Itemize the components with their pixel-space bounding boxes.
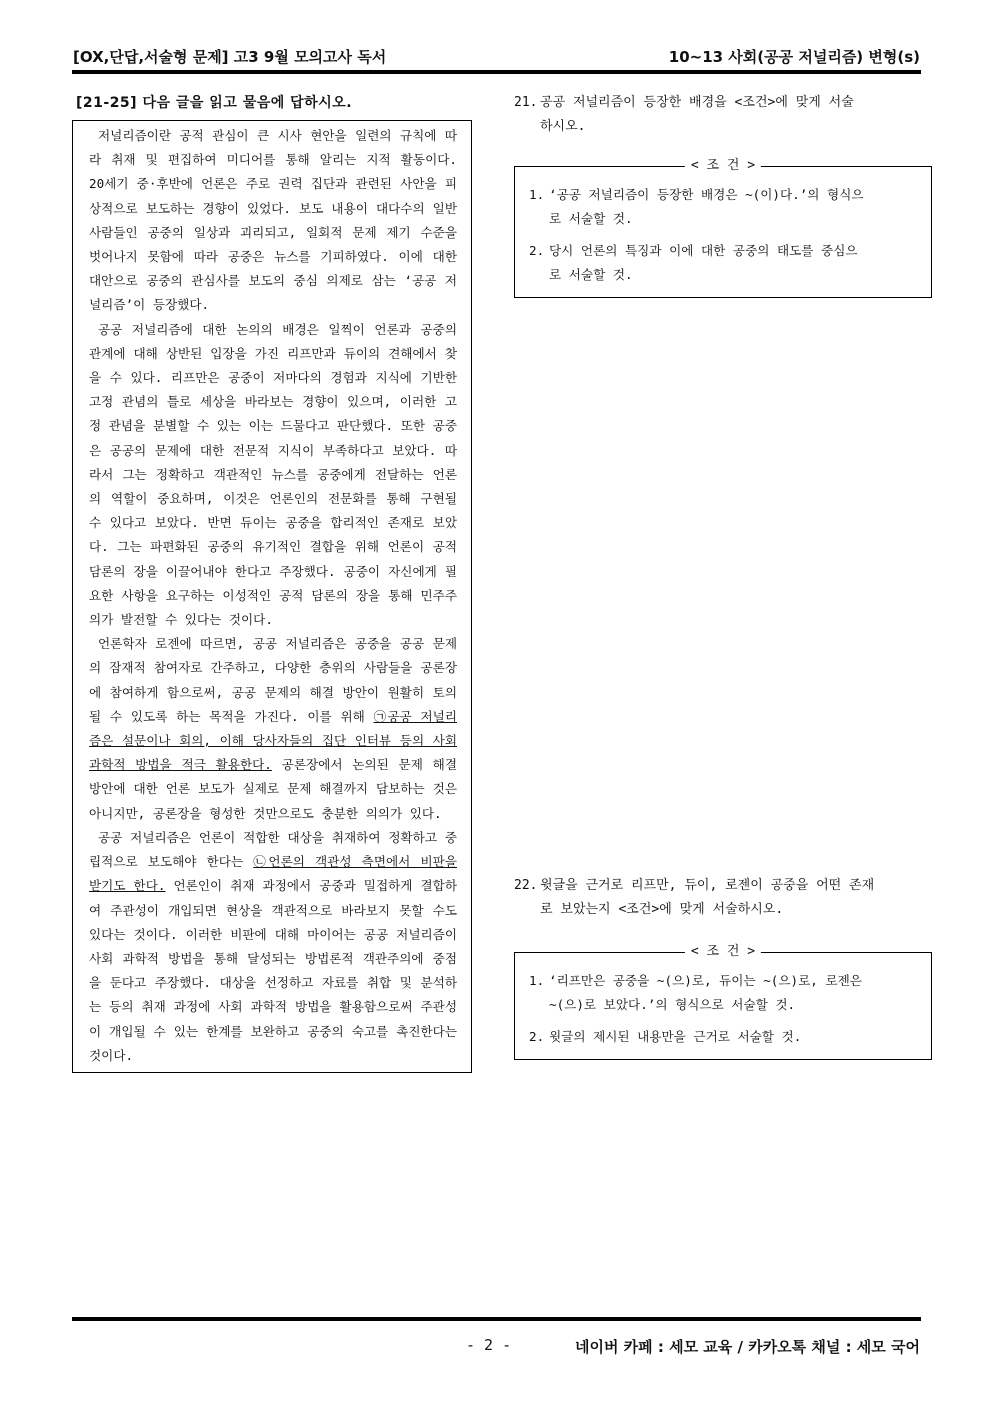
condition-text-cont: 로 서술할 것. — [549, 267, 633, 282]
paragraph-1: 저널리즘이란 공적 관심이 큰 시사 현안을 일련의 규칙에 따라 취재 및 편집하여 미디어를 통해 알리는 지적 활동이다. 20세기 중·후반에 언론은 주로 권력 집단과 관련된 사안을 피상적으로 보도하는 경향이 있었다. 보도 내용이 대다수의 일반 사람들인 공중의 일상과 괴리되고, 일회적 문제 제기 수준을 벗어나지 못함에 따라 공중은 뉴스를 기피하였다. 이에 대한 대안으로 공중의 관심사를 보도의 중심 의제로 삼는 ‘공공 저널리즘’이 등장했다. — [89, 128, 457, 313]
condition-text-cont: ~(으)로 보았다.’의 형식으로 서술할 것. — [549, 997, 796, 1012]
condition-number: 2. — [529, 1029, 545, 1044]
page-number: - 2 - — [466, 1336, 512, 1354]
question-21-prompt — [514, 91, 932, 139]
condition-item — [529, 1025, 919, 1049]
left-column — [72, 92, 476, 1073]
condition-title: < 조 건 > — [685, 943, 761, 961]
question-22-prompt — [514, 874, 932, 922]
underlined-sentence-b: ㉡언론의 객관성 측면에서 비판을 받기도 한다. — [89, 854, 457, 894]
header-title: [OX,단답,서술형 문제] 고3 9월 모의고사 독서 — [73, 48, 387, 66]
footer-rule — [72, 1317, 921, 1321]
condition-number: 1. — [529, 187, 545, 202]
condition-text: 윗글의 제시된 내용만을 근거로 서술할 것. — [549, 1029, 802, 1044]
underlined-sentence-a: ㉠공공 저널리즘은 설문이나 회의, 이해 당사자들의 집단 인터뷰 등의 사회 과학적 방법을 적극 활용한다. — [89, 708, 457, 773]
question-number: 21. — [514, 95, 538, 110]
condition-item — [529, 239, 919, 287]
question-text-line-2: 하시오. — [540, 119, 586, 134]
condition-box — [514, 944, 932, 1060]
question-text-line-1: 윗글을 근거로 리프만, 듀이, 로젠이 공중을 어떤 존재 — [540, 878, 875, 893]
condition-item — [529, 969, 919, 1017]
question-21 — [514, 91, 932, 298]
paragraph-3-end: 공론장에서 논의된 문제 해결 방안에 대한 언론 보도가 실제로 문제 해결까지 담보하는 것은 아니지만, 공론장을 형성한 것만으로도 충분한 의의가 있다. — [89, 757, 457, 821]
paragraph-4-start: 공공 저널리즘은 언론이 적합한 대상을 취재하여 정확하고 중립적으로 보도해야 한다는 — [89, 829, 457, 870]
paragraph-3-start: 언론학자 로젠에 따르면, 공공 저널리즘은 공중을 공공 문제의 잠재적 참여자로 간주하고, 다양한 층위의 사람들을 공론장에 참여하게 함으로써, 공공 문제의 해결 방안이 원활히 토의될 수 있도록 하는 목적을 가진다. 이를 위해 — [89, 636, 457, 724]
condition-number: 2. — [529, 243, 545, 258]
condition-title: < 조 건 > — [685, 157, 761, 175]
condition-item — [529, 183, 919, 231]
condition-text: ‘리프만은 공중을 ~(으)로, 듀이는 ~(으)로, 로젠은 — [549, 973, 862, 988]
instruction: [21-25] 다음 글을 읽고 물음에 답하시오. — [76, 95, 353, 111]
question-text-line-1: 공공 저널리즘이 등장한 배경을 <조건>에 맞게 서술 — [540, 95, 854, 110]
paragraph-4-end: 언론인이 취재 과정에서 공중과 밀접하게 결합하여 주관성이 개입되면 현상을 객관적으로 바라보지 못할 수도 있다는 것이다. 이러한 비판에 대해 마이어는 공공 저널리즘이 사회 과학적 방법을 통해 달성되는 방법론적 객관주의에 중점을 둔다고 주장했다. 대상을 선정하고 자료를 취합 및 분석하는 등의 취재 과정에 사회 과학적 방법을 활용함으로써 주관성이 개입될 수 있는 한계를 보완하고 공중의 숙고를 촉진한다는 것이다. — [89, 878, 457, 1063]
condition-text: 당시 언론의 특징과 이에 대한 공중의 태도를 중심으 — [549, 243, 858, 258]
footer-text: 네이버 카페 : 세모 교육 / 카카오톡 채널 : 세모 국어 — [574, 1338, 920, 1356]
question-22 — [514, 874, 932, 1060]
condition-box — [514, 158, 932, 298]
header-rule — [72, 70, 921, 74]
paragraph-3 — [89, 632, 457, 826]
reading-passage — [72, 120, 472, 1073]
condition-text-cont: 로 서술할 것. — [549, 211, 633, 226]
paragraph-4 — [89, 826, 457, 1068]
condition-text: ‘공공 저널리즘이 등장한 배경은 ~(이)다.’의 형식으 — [549, 187, 864, 202]
header-subtitle: 10~13 사회(공공 저널리즘) 변형(s) — [668, 48, 920, 66]
condition-number: 1. — [529, 973, 545, 988]
question-text-line-2: 로 보았는지 <조건>에 맞게 서술하시오. — [540, 902, 784, 917]
paragraph-2: 공공 저널리즘에 대한 논의의 배경은 일찍이 언론과 공중의 관계에 대해 상반된 입장을 가진 리프만과 듀이의 견해에서 찾을 수 있다. 리프만은 공중이 저마다의 경험과 지식에 기반한 고정 관념의 틀로 세상을 바라보는 경향이 있으며, 이러한 고정 관념을 분별할 수 있는 이는 드물다고 판단했다. 또한 공중은 공공의 문제에 대한 전문적 지식이 부족하다고 보았다. 따라서 그는 정확하고 객관적인 뉴스를 공중에게 전달하는 언론의 역할이 중요하며, 이것은 언론인의 전문화를 통해 구현될 수 있다고 보았다. 반면 듀이는 공중을 합리적인 존재로 보았다. 그는 파편화된 공중의 유기적인 결합을 위해 언론이 공적 담론의 장을 이끌어내야 한다고 주장했다. 공중이 자신에게 필요한 사항을 요구하는 이성적인 공적 담론의 장을 통해 민주주의가 발전할 수 있다는 것이다. — [89, 321, 457, 628]
question-number: 22. — [514, 878, 538, 893]
